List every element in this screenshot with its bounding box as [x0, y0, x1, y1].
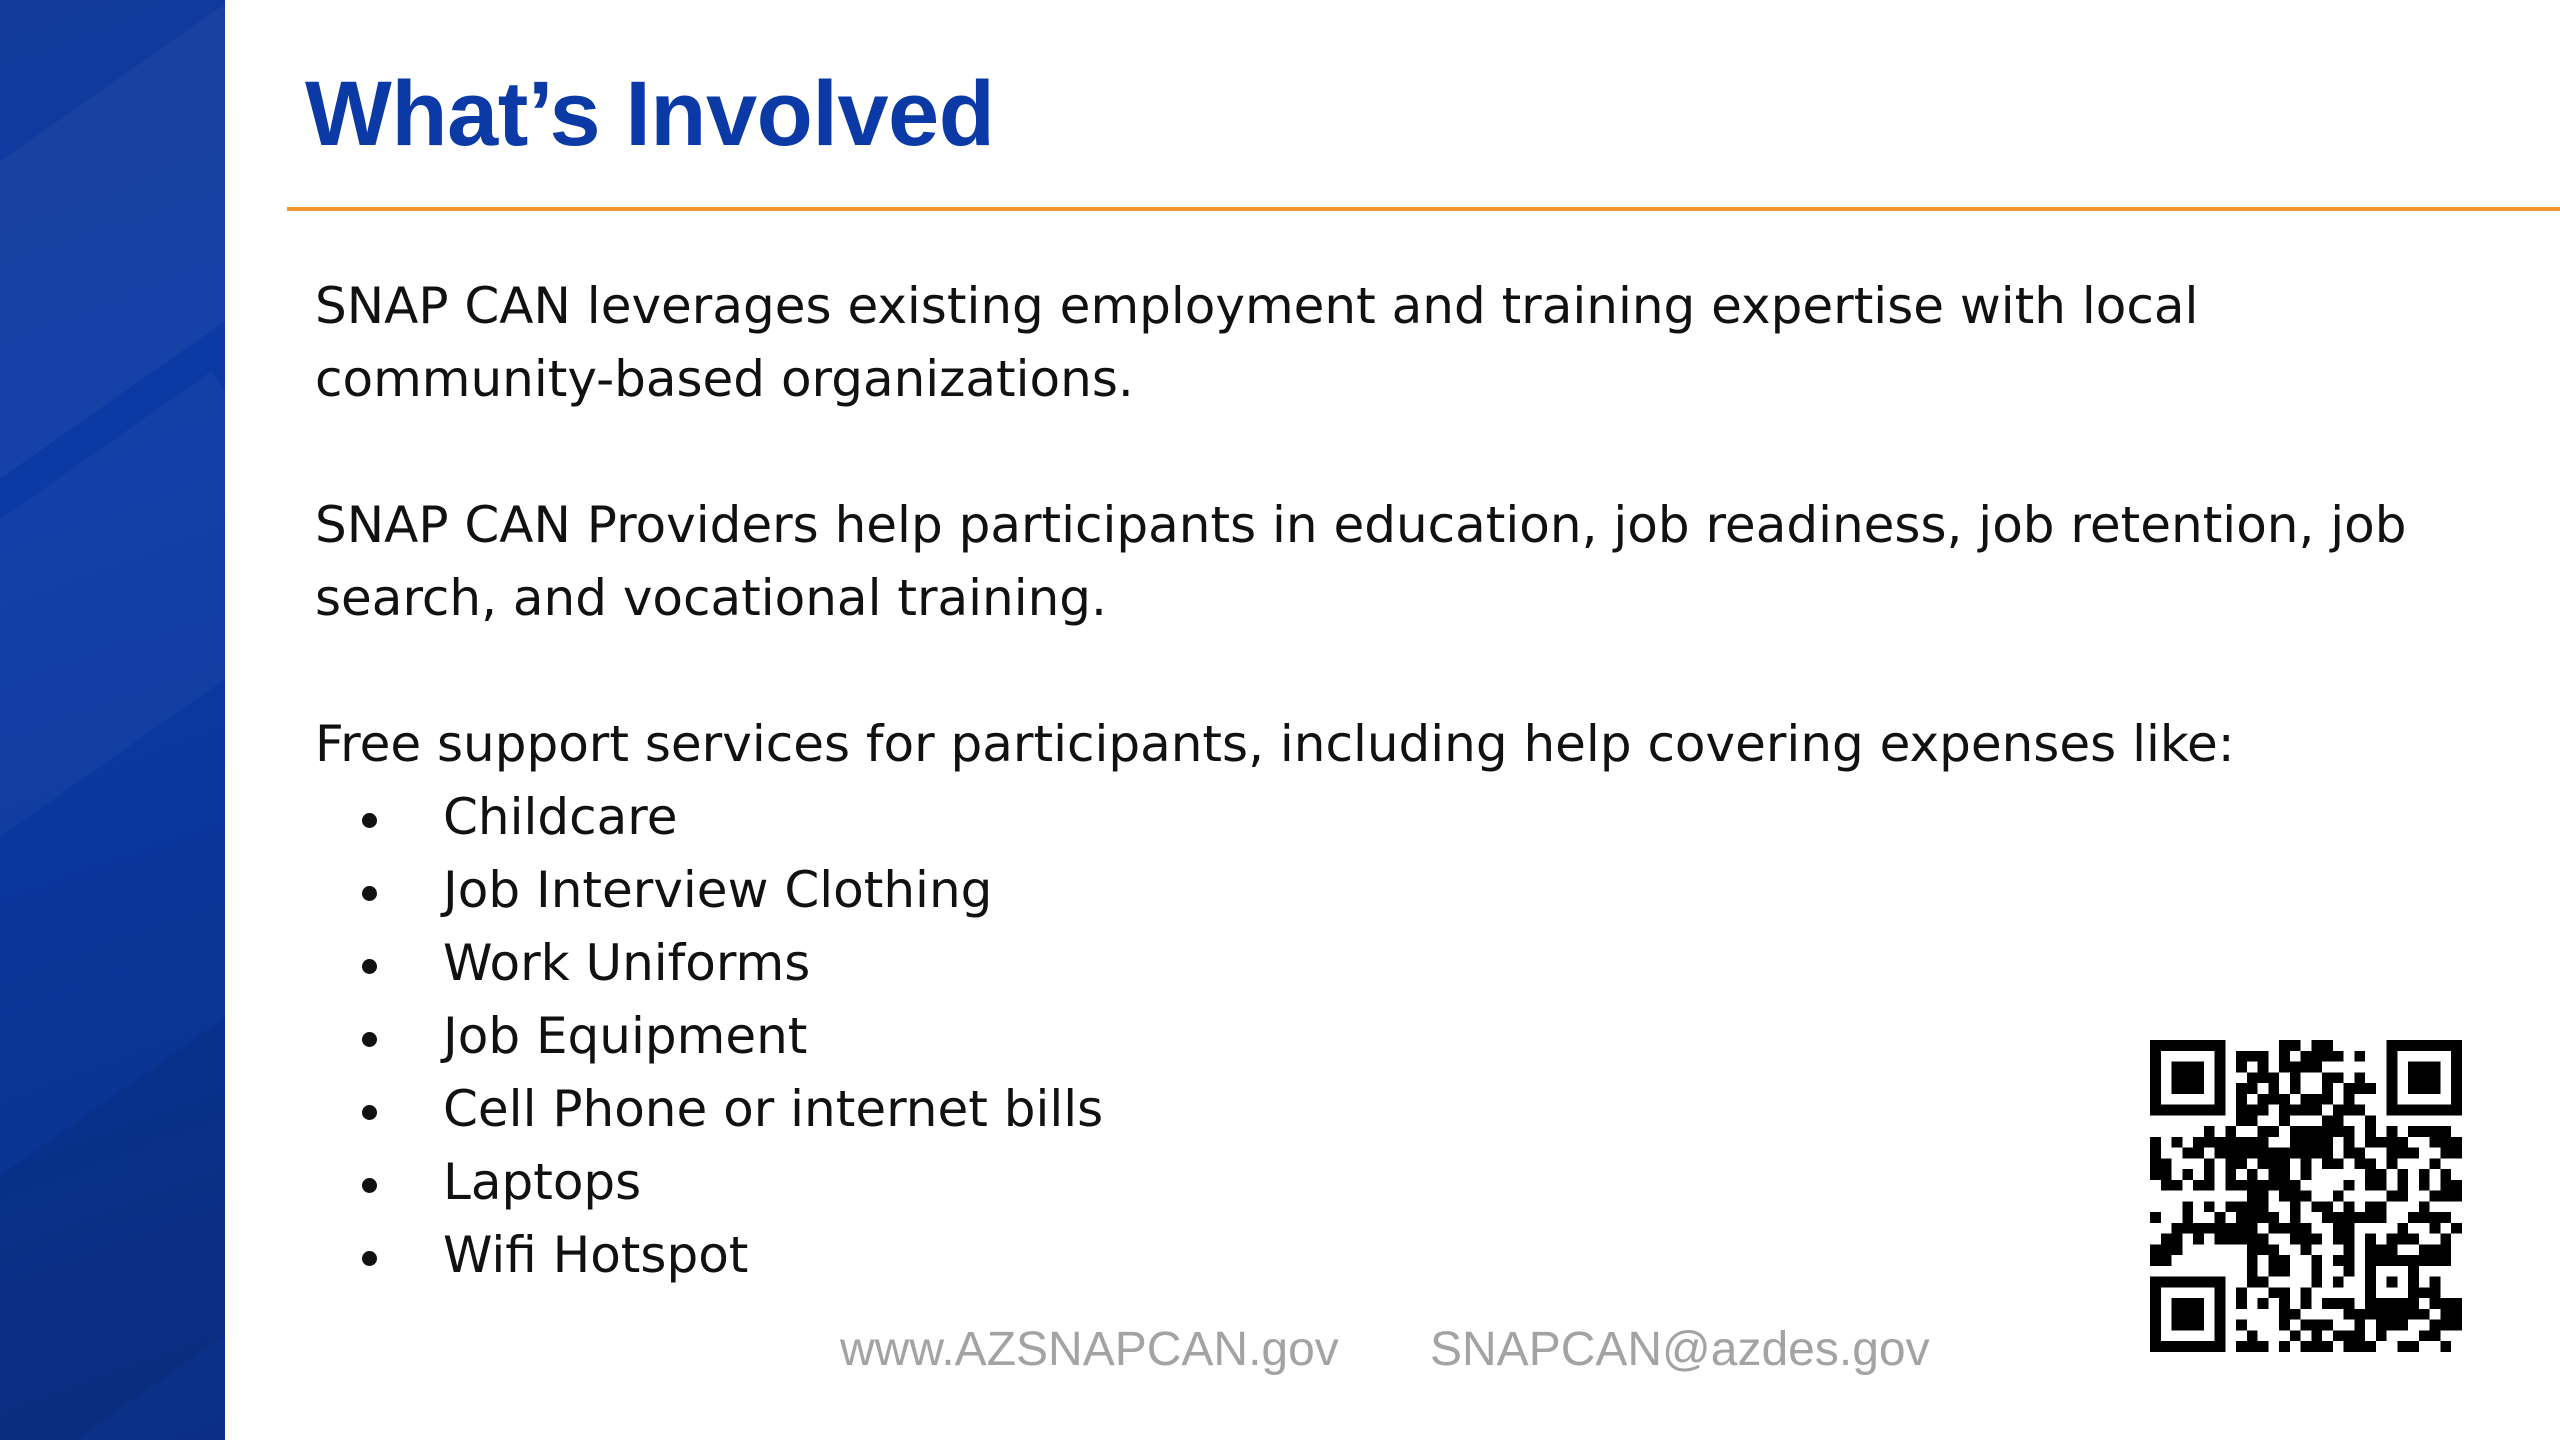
bullet-dot	[362, 1178, 377, 1193]
list-item	[315, 781, 2485, 854]
qr-code-graphic	[2150, 1040, 2462, 1352]
bullet-dot	[362, 813, 377, 828]
paragraph-gap	[315, 635, 2485, 708]
list-item-label: Job Equipment	[443, 1007, 808, 1065]
qr-code-icon[interactable]	[2150, 1040, 2462, 1352]
list-item-label: Job Interview Clothing	[443, 861, 993, 919]
bullet-dot	[362, 959, 377, 974]
bullet-dot	[362, 1105, 377, 1120]
bullet-dot	[362, 1032, 377, 1047]
website-link[interactable]: www.AZSNAPCAN.gov	[840, 1323, 1339, 1376]
list-item	[315, 927, 2485, 1000]
list-item-label: Childcare	[443, 788, 678, 846]
list-item-label: Cell Phone or internet bills	[443, 1080, 1104, 1138]
bullet-dot	[362, 886, 377, 901]
list-item	[315, 854, 2485, 927]
paragraph-providers: SNAP CAN Providers help participants in education, job readiness, job retention, job search, and vocational training.	[315, 496, 2407, 627]
paragraph-leverages: SNAP CAN leverages existing employment and training expertise with local community-based organizations.	[315, 277, 2199, 408]
paragraph-gap	[315, 416, 2485, 489]
band-stripe	[0, 971, 225, 1440]
list-item-label: Wifi Hotspot	[443, 1226, 749, 1284]
email-link[interactable]: SNAPCAN@azdes.gov	[1430, 1323, 1930, 1376]
side-band-decoration	[0, 0, 225, 1440]
list-item-label: Laptops	[443, 1153, 642, 1211]
list-item-label: Work Uniforms	[443, 934, 811, 992]
title-divider	[287, 207, 2560, 211]
slide-title: What’s Involved	[305, 63, 995, 165]
bullet-dot	[362, 1251, 377, 1266]
paragraph-support-services: Free support services for participants, including help covering expenses like:	[315, 715, 2235, 773]
